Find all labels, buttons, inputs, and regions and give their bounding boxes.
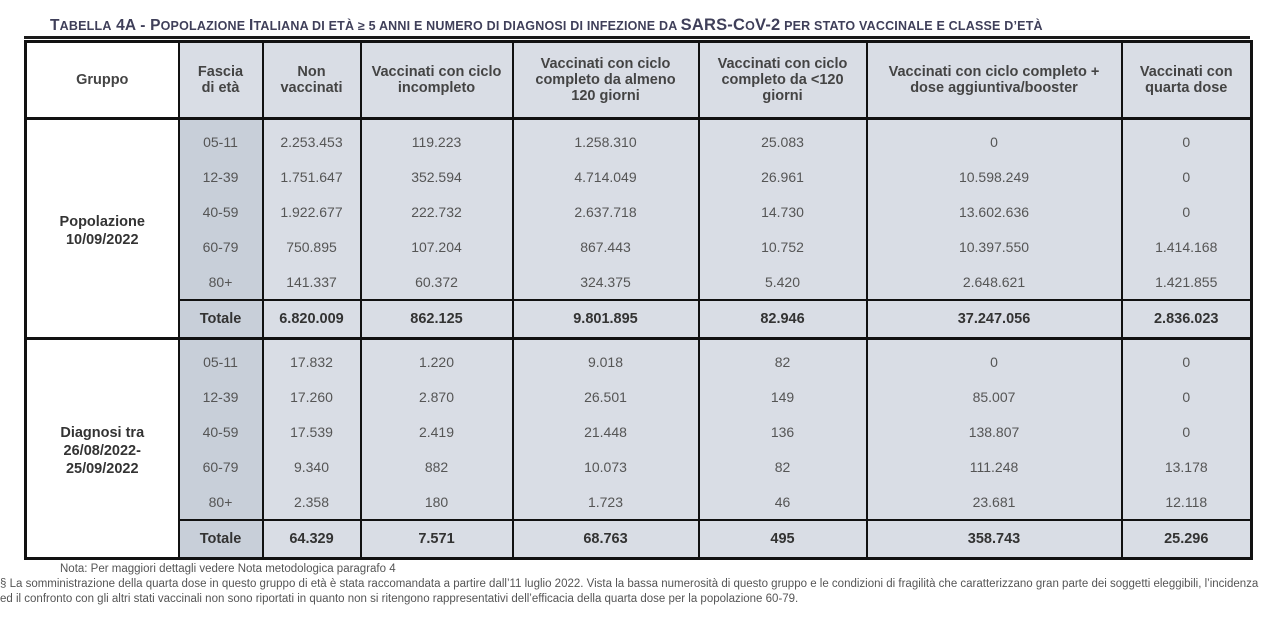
value-cell: 2.419 <box>361 414 513 449</box>
value-cell: 2.637.718 <box>513 194 699 229</box>
table-row <box>26 449 1252 484</box>
value-cell: 180 <box>361 484 513 520</box>
value-cell: 46 <box>699 484 867 520</box>
value-cell: 17.260 <box>263 379 361 414</box>
value-cell: 138.807 <box>867 414 1122 449</box>
total-value-cell: 25.296 <box>1122 520 1252 559</box>
value-cell: 111.248 <box>867 449 1122 484</box>
value-cell: 1.723 <box>513 484 699 520</box>
total-label: Totale <box>179 520 263 559</box>
value-cell: 10.397.550 <box>867 229 1122 264</box>
age-band-cell: 12-39 <box>179 379 263 414</box>
table-row <box>26 264 1252 300</box>
table-row <box>26 229 1252 264</box>
total-value-cell: 64.329 <box>263 520 361 559</box>
value-cell: 23.681 <box>867 484 1122 520</box>
data-table <box>24 40 1253 560</box>
value-cell: 0 <box>867 119 1122 160</box>
age-band-cell: 80+ <box>179 484 263 520</box>
table-row <box>26 339 1252 380</box>
table-row <box>26 484 1252 520</box>
table-row <box>26 414 1252 449</box>
table-row <box>26 194 1252 229</box>
value-cell: 0 <box>1122 159 1252 194</box>
total-value-cell: 7.571 <box>361 520 513 559</box>
value-cell: 4.714.049 <box>513 159 699 194</box>
header-gruppo: Gruppo <box>26 42 179 119</box>
total-value-cell: 9.801.895 <box>513 300 699 339</box>
value-cell: 1.258.310 <box>513 119 699 160</box>
value-cell: 882 <box>361 449 513 484</box>
header-fascia: Fascia di età <box>179 42 263 119</box>
table-row <box>26 119 1252 160</box>
header-completo-lt120: Vaccinati con ciclo completo da <120 giorni <box>699 42 867 119</box>
value-cell: 0 <box>867 339 1122 380</box>
table-row <box>26 379 1252 414</box>
value-cell: 136 <box>699 414 867 449</box>
value-cell: 0 <box>1122 379 1252 414</box>
value-cell: 26.501 <box>513 379 699 414</box>
value-cell: 0 <box>1122 194 1252 229</box>
value-cell: 60.372 <box>361 264 513 300</box>
header-booster: Vaccinati con ciclo completo + dose aggiuntiva/booster <box>867 42 1122 119</box>
value-cell: 21.448 <box>513 414 699 449</box>
value-cell: 1.751.647 <box>263 159 361 194</box>
total-label: Totale <box>179 300 263 339</box>
value-cell: 10.752 <box>699 229 867 264</box>
title-rule <box>24 36 1250 39</box>
header-row <box>26 42 1252 119</box>
value-cell: 2.358 <box>263 484 361 520</box>
value-cell: 324.375 <box>513 264 699 300</box>
value-cell: 9.018 <box>513 339 699 380</box>
value-cell: 0 <box>1122 339 1252 380</box>
total-value-cell: 6.820.009 <box>263 300 361 339</box>
total-value-cell: 862.125 <box>361 300 513 339</box>
age-band-cell: 80+ <box>179 264 263 300</box>
total-value-cell: 358.743 <box>867 520 1122 559</box>
value-cell: 867.443 <box>513 229 699 264</box>
value-cell: 25.083 <box>699 119 867 160</box>
value-cell: 2.253.453 <box>263 119 361 160</box>
value-cell: 17.539 <box>263 414 361 449</box>
age-band-cell: 05-11 <box>179 119 263 160</box>
age-band-cell: 40-59 <box>179 194 263 229</box>
age-band-cell: 60-79 <box>179 229 263 264</box>
value-cell: 2.870 <box>361 379 513 414</box>
value-cell: 82 <box>699 339 867 380</box>
value-cell: 0 <box>1122 414 1252 449</box>
value-cell: 13.178 <box>1122 449 1252 484</box>
value-cell: 352.594 <box>361 159 513 194</box>
value-cell: 750.895 <box>263 229 361 264</box>
header-non-vaccinati: Non vaccinati <box>263 42 361 119</box>
value-cell: 1.922.677 <box>263 194 361 229</box>
value-cell: 9.340 <box>263 449 361 484</box>
value-cell: 10.598.249 <box>867 159 1122 194</box>
total-value-cell: 2.836.023 <box>1122 300 1252 339</box>
value-cell: 82 <box>699 449 867 484</box>
value-cell: 13.602.636 <box>867 194 1122 229</box>
age-band-cell: 12-39 <box>179 159 263 194</box>
group-label: Diagnosi tra 26/08/2022- 25/09/2022 <box>26 339 179 559</box>
value-cell: 1.220 <box>361 339 513 380</box>
value-cell: 12.118 <box>1122 484 1252 520</box>
total-value-cell: 495 <box>699 520 867 559</box>
note-line-1: Nota: Per maggiori dettagli vedere Nota metodologica paragrafo 4 <box>60 563 396 575</box>
total-row <box>26 300 1252 339</box>
note-line-2: § La somministrazione della quarta dose in questo gruppo di età è stata raccomandata a partire dall’11 luglio 2022. Vista la bassa numerosità di questo gruppo e le condizioni di fragilità che caratterizzano gran parte dei soggetti eleggibili, l’incidenza ed il confronto con gli altri stati vaccinali non sono riportati in quanto non si ritengono rappresentativi dell’efficacia della quarta dose per la popolazione 60-79. <box>0 578 1259 605</box>
age-band-cell: 05-11 <box>179 339 263 380</box>
value-cell: 5.420 <box>699 264 867 300</box>
table-title: TABELLA 4A - POPOLAZIONE ITALIANA DI ETÀ ≥ 5 ANNI E NUMERO DI DIAGNOSI DI INFEZIONE DA SARS-COV-2 PER STATO VACCINALE E CLASSE D’ETÀ <box>50 16 1043 34</box>
total-value-cell: 37.247.056 <box>867 300 1122 339</box>
total-value-cell: 68.763 <box>513 520 699 559</box>
value-cell: 149 <box>699 379 867 414</box>
value-cell: 10.073 <box>513 449 699 484</box>
value-cell: 1.421.855 <box>1122 264 1252 300</box>
total-row <box>26 520 1252 559</box>
age-band-cell: 60-79 <box>179 449 263 484</box>
value-cell: 14.730 <box>699 194 867 229</box>
value-cell: 1.414.168 <box>1122 229 1252 264</box>
header-completo-120: Vaccinati con ciclo completo da almeno 120 giorni <box>513 42 699 119</box>
header-quarta-dose: Vaccinati con quarta dose <box>1122 42 1252 119</box>
header-ciclo-incompleto: Vaccinati con ciclo incompleto <box>361 42 513 119</box>
value-cell: 222.732 <box>361 194 513 229</box>
value-cell: 0 <box>1122 119 1252 160</box>
value-cell: 107.204 <box>361 229 513 264</box>
value-cell: 141.337 <box>263 264 361 300</box>
value-cell: 26.961 <box>699 159 867 194</box>
age-band-cell: 40-59 <box>179 414 263 449</box>
table-row <box>26 159 1252 194</box>
group-label: Popolazione 10/09/2022 <box>26 119 179 339</box>
value-cell: 17.832 <box>263 339 361 380</box>
value-cell: 2.648.621 <box>867 264 1122 300</box>
footnotes <box>0 562 1260 607</box>
value-cell: 85.007 <box>867 379 1122 414</box>
total-value-cell: 82.946 <box>699 300 867 339</box>
value-cell: 119.223 <box>361 119 513 160</box>
